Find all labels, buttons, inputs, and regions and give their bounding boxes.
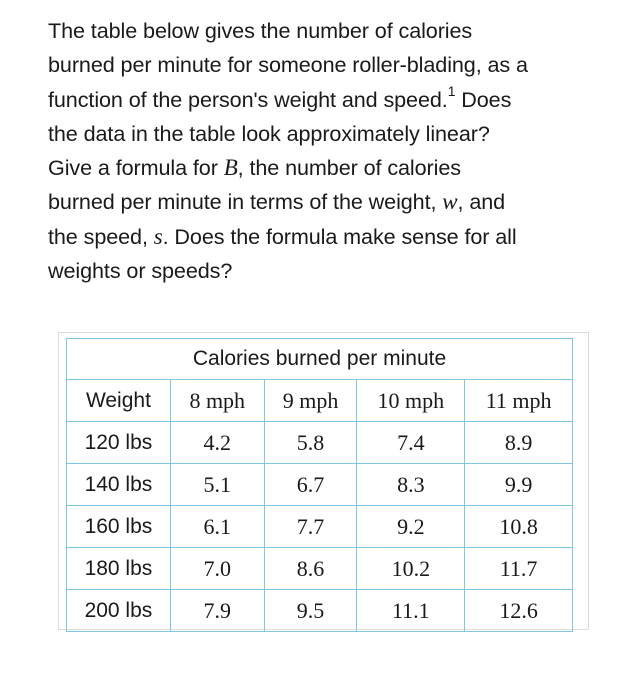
problem-line-7-end: . Does the formula make sense for all	[162, 223, 517, 249]
header-9mph: 9 mph	[264, 380, 357, 422]
value-cell: 5.8	[264, 422, 357, 464]
header-11mph: 11 mph	[465, 380, 573, 422]
table-row	[67, 464, 573, 506]
value-cell: 9.5	[264, 590, 357, 632]
value-cell: 7.4	[357, 422, 465, 464]
problem-line-8: weights or speeds?	[48, 258, 233, 284]
problem-line-6	[48, 185, 618, 219]
weight-cell: 180 lbs	[67, 548, 171, 590]
value-cell: 8.9	[465, 422, 573, 464]
table-row	[67, 422, 573, 464]
problem-line-7-text: the speed,	[48, 223, 154, 249]
problem-line-1: The table below gives the number of calories	[48, 18, 473, 43]
value-cell: 8.6	[264, 548, 357, 590]
header-weight: Weight	[67, 380, 171, 422]
value-cell: 6.7	[264, 464, 357, 506]
table-row	[67, 506, 573, 548]
variable-s: s	[153, 223, 163, 249]
value-cell: 11.1	[357, 590, 465, 632]
problem-line-4: the data in the table look approximately linear?	[48, 120, 490, 146]
header-10mph: 10 mph	[357, 380, 465, 422]
problem-line-5-end: , the number of calories	[237, 155, 461, 181]
calories-table	[66, 338, 573, 632]
value-cell: 10.2	[357, 548, 465, 590]
problem-line-3	[48, 83, 618, 117]
problem-line-6-end: , and	[457, 189, 506, 215]
value-cell: 7.9	[170, 590, 264, 632]
header-8mph: 8 mph	[170, 380, 264, 422]
weight-cell: 140 lbs	[67, 464, 171, 506]
problem-line-5-text: Give a formula for	[48, 155, 224, 181]
problem-line-5	[48, 151, 618, 185]
table-title: Calories burned per minute	[67, 339, 573, 380]
value-cell: 4.2	[170, 422, 264, 464]
value-cell: 10.8	[465, 506, 573, 548]
table-header-row	[67, 380, 573, 422]
table-row	[67, 590, 573, 632]
weight-cell: 200 lbs	[67, 590, 171, 632]
problem-text	[48, 14, 618, 288]
value-cell: 5.1	[170, 464, 264, 506]
value-cell: 6.1	[170, 506, 264, 548]
value-cell: 11.7	[465, 548, 573, 590]
problem-line-3-end: Does	[455, 86, 512, 112]
value-cell: 9.9	[465, 464, 573, 506]
value-cell: 7.7	[264, 506, 357, 548]
value-cell: 12.6	[465, 590, 573, 632]
variable-b: B	[223, 155, 238, 181]
table-row	[67, 548, 573, 590]
value-cell: 7.0	[170, 548, 264, 590]
weight-cell: 160 lbs	[67, 506, 171, 548]
value-cell: 8.3	[357, 464, 465, 506]
footnote-mark[interactable]: 1	[447, 83, 456, 100]
variable-w: w	[442, 189, 458, 215]
problem-line-2: burned per minute for someone roller-blading, as a	[48, 52, 528, 78]
weight-cell: 120 lbs	[67, 422, 171, 464]
problem-line-6-text: burned per minute in terms of the weight,	[48, 189, 443, 215]
problem-line-3-text: function of the person's weight and speed.	[48, 86, 448, 112]
table-title-row	[67, 339, 573, 380]
value-cell: 9.2	[357, 506, 465, 548]
problem-line-7	[48, 220, 618, 254]
